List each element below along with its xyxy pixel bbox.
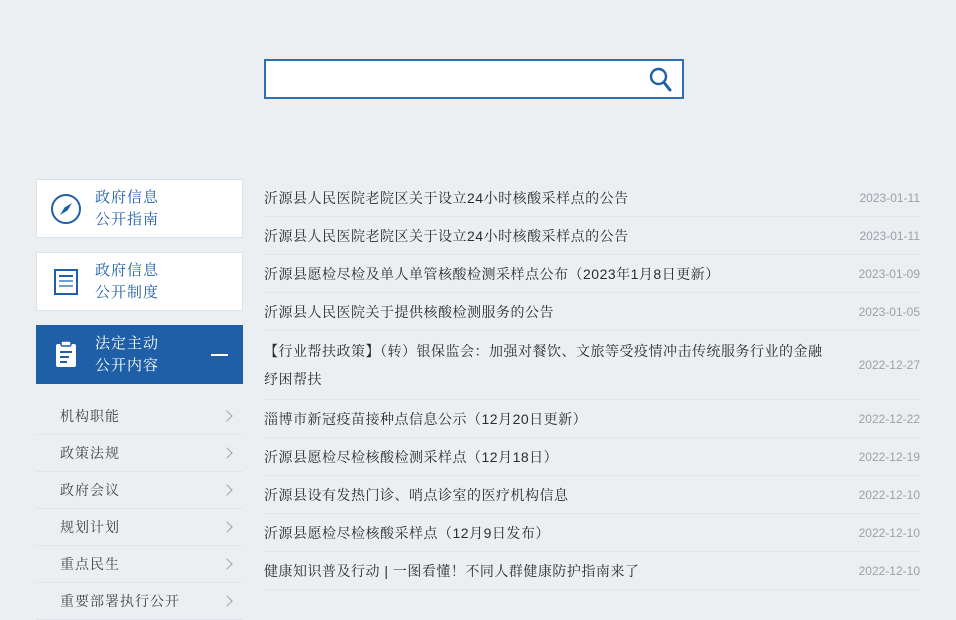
sidebar-item-label: 机构职能: [60, 408, 120, 424]
list-item-date: 2022-12-19: [858, 449, 920, 464]
list-item-date: 2022-12-27: [858, 358, 920, 372]
sidebar-card-government-info-system[interactable]: [36, 252, 243, 311]
list-item-date: 2023-01-11: [859, 228, 920, 243]
sidebar-card-label: [95, 187, 159, 231]
list-item-date: 2023-01-11: [859, 190, 920, 205]
list-item-title[interactable]: 淄博市新冠疫苗接种点信息公示（12月20日更新）: [264, 410, 588, 427]
sidebar-card-label: [95, 260, 159, 304]
sidebar-card-government-info-guide[interactable]: [36, 179, 243, 238]
sidebar-item-policies-regulations[interactable]: [36, 435, 243, 472]
document-icon: [37, 265, 95, 299]
search-area: [0, 0, 956, 160]
compass-icon: [37, 192, 95, 226]
list-item-title[interactable]: 【行业帮扶政策】（转）银保监会：加强对餐饮、文旅等受疫情冲击传统服务行业的金融纾困帮扶: [264, 343, 823, 387]
list-item-date: 2022-12-22: [858, 411, 920, 426]
list-item-title[interactable]: 健康知识普及行动 | 一图看懂！不同人群健康防护指南来了: [264, 562, 640, 579]
sidebar-item-label: 重要部署执行公开: [60, 593, 180, 609]
sidebar-item-key-livelihood[interactable]: [36, 546, 243, 583]
sidebar-item-plans[interactable]: [36, 509, 243, 546]
card-line1: 法定主动: [95, 334, 160, 352]
sidebar-card-label: [95, 333, 159, 377]
collapse-minus-icon[interactable]: [211, 354, 228, 356]
chevron-right-icon: [221, 521, 232, 532]
list-item[interactable]: [264, 331, 920, 400]
card-line2: 公开指南: [95, 210, 160, 228]
list-item-date: 2022-12-10: [858, 563, 920, 578]
list-item-title[interactable]: 沂源县人民医院老院区关于设立24小时核酸采样点的公告: [264, 227, 629, 244]
card-line1: 政府信息: [95, 261, 160, 279]
list-item[interactable]: [264, 217, 920, 255]
chevron-right-icon: [221, 484, 232, 495]
search-icon[interactable]: [638, 61, 682, 97]
list-item-title[interactable]: 沂源县人民医院关于提供核酸检测服务的公告: [264, 303, 554, 320]
card-line2: 公开内容: [95, 356, 160, 374]
list-item[interactable]: [264, 514, 920, 552]
sidebar-item-label: 规划计划: [60, 519, 120, 535]
sidebar-item-label: 政策法规: [60, 445, 120, 461]
sidebar-item-label: 政府会议: [60, 482, 120, 498]
chevron-right-icon: [221, 410, 232, 421]
article-list: [264, 179, 920, 590]
list-item-date: 2022-12-10: [858, 487, 920, 502]
card-line1: 政府信息: [95, 188, 160, 206]
chevron-right-icon: [221, 447, 232, 458]
sidebar-item-label: 重点民生: [60, 556, 120, 572]
content-area: [0, 160, 956, 609]
chevron-right-icon: [221, 595, 232, 606]
sidebar-sub-list: [36, 398, 243, 620]
list-item-title[interactable]: 沂源县人民医院老院区关于设立24小时核酸采样点的公告: [264, 189, 629, 206]
sidebar-item-important-deployment[interactable]: [36, 583, 243, 620]
list-item-date: 2022-12-10: [858, 525, 920, 540]
search-box[interactable]: [264, 59, 684, 99]
list-item-date: 2023-01-05: [858, 304, 920, 319]
list-item[interactable]: [264, 476, 920, 514]
sidebar: [36, 179, 243, 620]
chevron-right-icon: [221, 558, 232, 569]
clipboard-icon: [37, 338, 95, 372]
sidebar-card-statutory-disclosure[interactable]: [36, 325, 243, 384]
list-item-date: 2023-01-09: [858, 266, 920, 281]
list-item-title[interactable]: 沂源县设有发热门诊、哨点诊室的医疗机构信息: [264, 486, 569, 503]
list-item-title[interactable]: 沂源县愿检尽检核酸检测采样点（12月18日）: [264, 448, 559, 465]
list-item-title[interactable]: 沂源县愿检尽检核酸采样点（12月9日发布）: [264, 524, 550, 541]
list-item[interactable]: [264, 438, 920, 476]
sidebar-item-organization-functions[interactable]: [36, 398, 243, 435]
card-line2: 公开制度: [95, 283, 160, 301]
search-input[interactable]: [266, 61, 638, 97]
list-item[interactable]: [264, 255, 920, 293]
list-item[interactable]: [264, 400, 920, 438]
list-item[interactable]: [264, 293, 920, 331]
list-item[interactable]: [264, 179, 920, 217]
list-item-title[interactable]: 沂源县愿检尽检及单人单管核酸检测采样点公布（2023年1月8日更新）: [264, 265, 720, 282]
list-item[interactable]: [264, 552, 920, 590]
sidebar-item-government-meetings[interactable]: [36, 472, 243, 509]
